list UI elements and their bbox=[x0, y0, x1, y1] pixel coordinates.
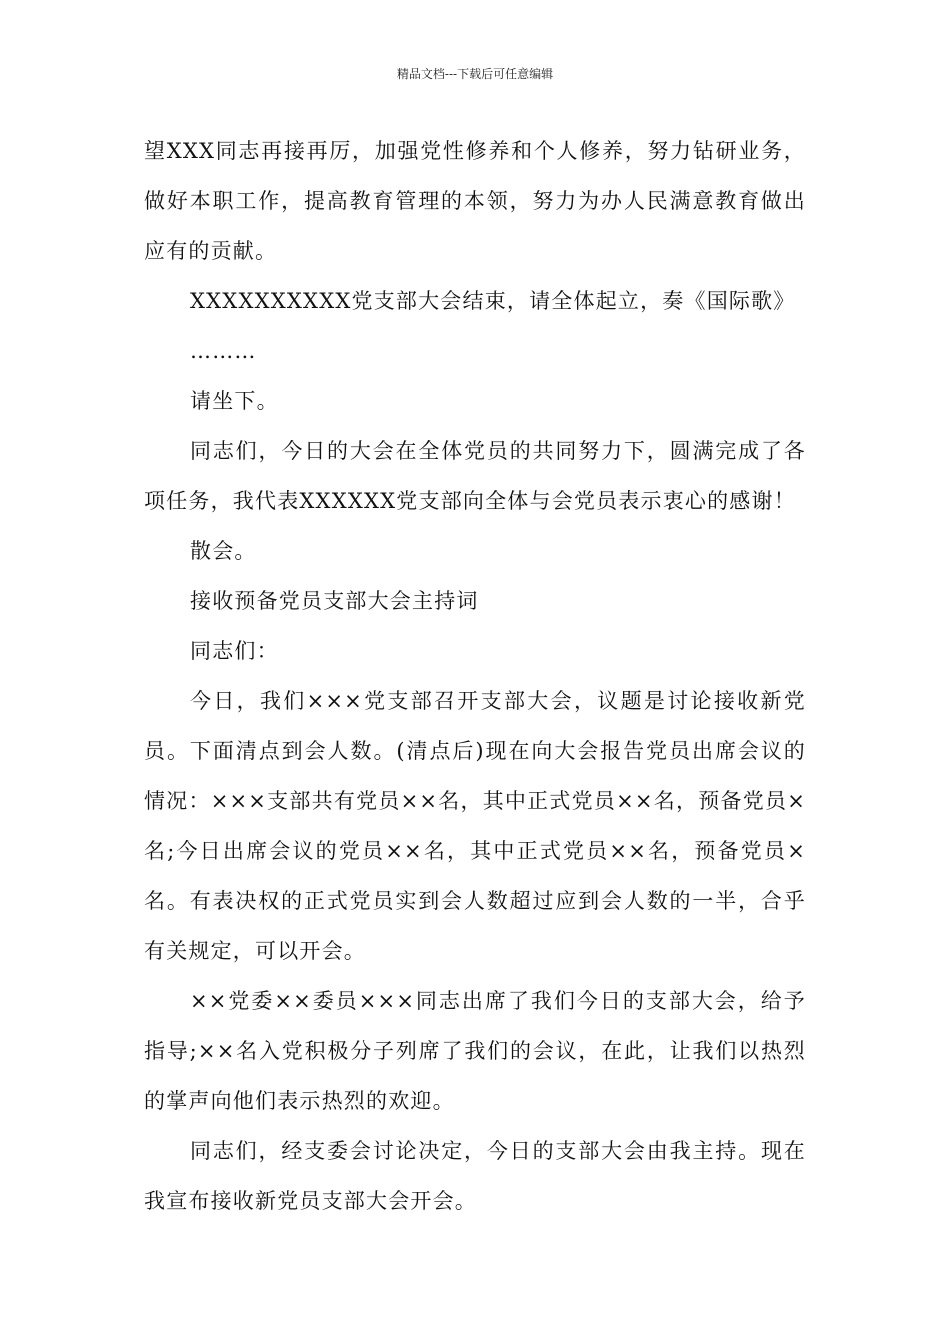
page-header: 精品文档---下载后可任意编辑 bbox=[396, 67, 554, 81]
paragraph-ellipsis: ……… bbox=[190, 339, 257, 363]
paragraph-opening: 同志们，经支委会讨论决定，今日的支部大会由我主持。现在我宣布接收新党员支部大会开会。 bbox=[144, 1139, 806, 1213]
paragraph-attendance: 今日，我们×××党支部召开支部大会，议题是讨论接收新党员。下面清点到会人数。(清点后)现在向大会报告党员出席会议的情况：×××支部共有党员××名，其中正式党员××名，预备党员×名;今日出席会议的党员××名，其中正式党员××名，预备党员×名。有表决权的正式党员实到会人数超过应到会人数的一半，合乎有关规定，可以开会。 bbox=[144, 689, 806, 963]
paragraph-please-sit: 请坐下。 bbox=[190, 389, 279, 413]
paragraph-meeting-end: XXXXXXXXXX党支部大会结束，请全体起立，奏《国际歌》 bbox=[190, 289, 796, 313]
paragraph-closing-wish: 望XXX同志再接再厉，加强党性修养和个人修养，努力钻研业务，做好本职工作，提高教育管理的本领，努力为办人民满意教育做出应有的贡献。 bbox=[144, 139, 806, 263]
paragraph-thanks: 同志们，今日的大会在全体党员的共同努力下，圆满完成了各项任务，我代表XXXXXX党支部向全体与会党员表示衷心的感谢！ bbox=[144, 439, 806, 513]
paragraph-salutation: 同志们： bbox=[190, 639, 279, 663]
paragraph-welcome: ××党委××委员×××同志出席了我们今日的支部大会，给予指导;××名入党积极分子列席了我们的会议，在此，让我们以热烈的掌声向他们表示热烈的欢迎。 bbox=[144, 989, 806, 1113]
paragraph-adjourn: 散会。 bbox=[190, 539, 257, 563]
section-title: 接收预备党员支部大会主持词 bbox=[190, 589, 479, 613]
document-body bbox=[144, 126, 806, 1226]
